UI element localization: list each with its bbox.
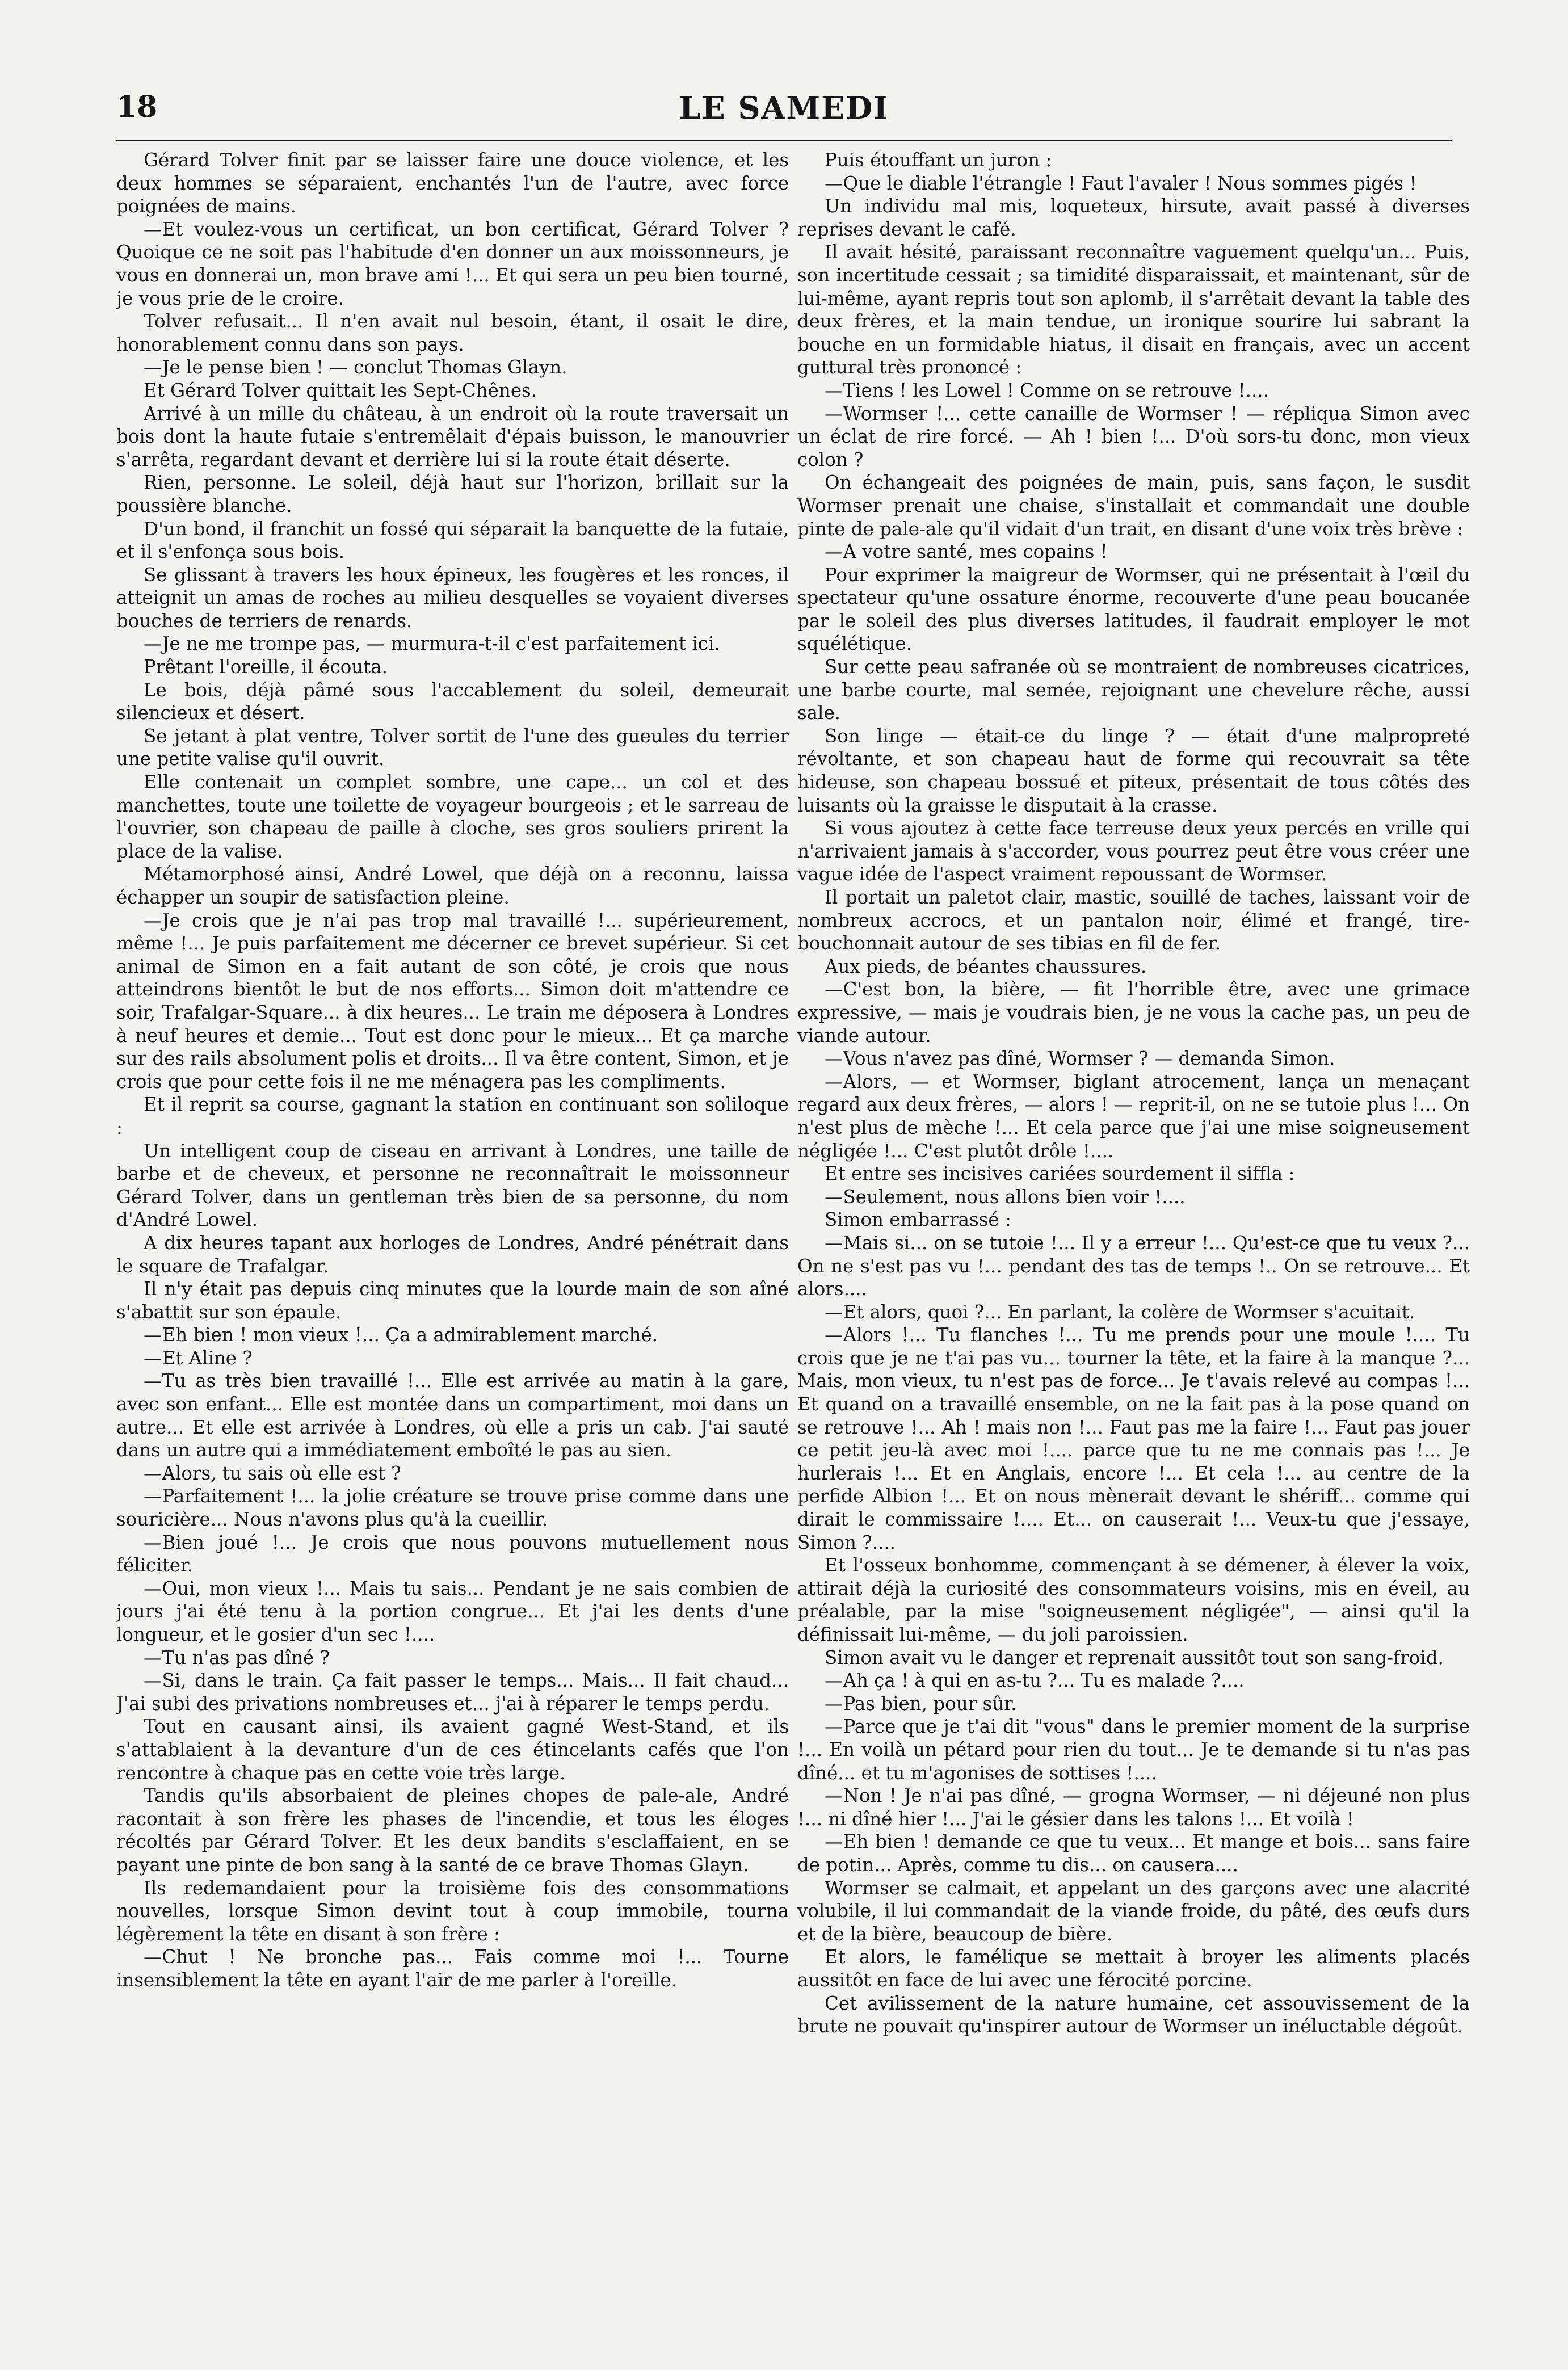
- paragraph: —Non ! Je n'ai pas dîné, — grogna Wormser, — ni déjeuné non plus !... ni dîné hier !... J'ai le gésier dans les talons !... Et voilà !: [797, 1785, 1470, 1830]
- paragraph: Pour exprimer la maigreur de Wormser, qui ne présentait à l'œil du spectateur qu'une ossature énorme, recouverte d'une peau boucanée par le soleil des plus diverses latitudes, il faudrait employer le mot squélétique.: [797, 564, 1470, 655]
- paragraph: —Et alors, quoi ?... En parlant, la colère de Wormser s'acuitait.: [825, 1301, 1415, 1323]
- paragraph: Wormser se calmait, et appelant un des garçons avec une alacrité volubile, il lui commandait de la viande froide, du pâté, des œufs durs et de la bière, beaucoup de bière.: [797, 1877, 1470, 1945]
- paragraph: D'un bond, il franchit un fossé qui séparait la banquette de la futaie, et il s'enfonça sous bois.: [116, 518, 789, 563]
- paragraph: Arrivé à un mille du château, à un endroit où la route traversait un bois dont la haute futaie s'entremêlait d'épais buisson, le manouvrier s'arrêta, regardant devant et derrière lui si la route était déserte.: [116, 402, 789, 470]
- paragraph: Tout en causant ainsi, ils avaient gagné West-Stand, et ils s'attablaient à la devanture d'un de ces étincelants cafés que l'on rencontre à chaque pas en cette voie très large.: [116, 1716, 789, 1784]
- paragraph: Puis étouffant un juron :: [825, 149, 1052, 171]
- paragraph: Sur cette peau safranée où se montraient de nombreuses cicatrices, une barbe courte, mal semée, rejoignant une chevelure rêche, aussi sale.: [797, 656, 1470, 724]
- paragraph: A dix heures tapant aux horloges de Londres, André pénétrait dans le square de Trafalgar.: [116, 1232, 789, 1277]
- paragraph: Simon embarrassé :: [825, 1209, 1011, 1231]
- paragraph: —Tu n'as pas dîné ?: [144, 1646, 330, 1669]
- page-header: [116, 90, 1452, 135]
- paragraph: —Parce que je t'ai dit "vous" dans le premier moment de la surprise !... En voilà un pétard pour rien du tout... Je te demande si tu n'as pas dîné... et tu m'agonises de sottises !....: [797, 1716, 1470, 1784]
- paragraph: Un individu mal mis, loqueteux, hirsute, avait passé à diverses reprises devant le café.: [797, 195, 1470, 240]
- paragraph: Se jetant à plat ventre, Tolver sortit de l'une des gueules du terrier une petite valise qu'il ouvrit.: [116, 725, 789, 770]
- paragraph: —Bien joué !... Je crois que nous pouvons mutuellement nous féliciter.: [116, 1531, 789, 1577]
- paragraph: —Tiens ! les Lowel ! Comme on se retrouve !....: [825, 379, 1269, 401]
- paragraph: —Eh bien ! demande ce que tu veux... Et mange et bois... sans faire de potin... Après, comme tu dis... on causera....: [797, 1831, 1470, 1876]
- paragraph: —Vous n'avez pas dîné, Wormser ? — demanda Simon.: [825, 1048, 1335, 1070]
- paragraph: —Chut ! Ne bronche pas... Fais comme moi !... Tourne insensiblement la tête en ayant l'air de me parler à l'oreille.: [116, 1946, 789, 1991]
- paragraph: —Et voulez-vous un certificat, un bon certificat, Gérard Tolver ? Quoique ce ne soit pas l'habitude d'en donner un aux moissonneurs, je vous en donnerai un, mon brave ami !... Et qui sera un peu bien tourné, je vous prie de le croire.: [116, 218, 789, 309]
- paragraph: Rien, personne. Le soleil, déjà haut sur l'horizon, brillait sur la poussière blanche.: [116, 472, 789, 516]
- paragraph: Gérard Tolver finit par se laisser faire une douce violence, et les deux hommes se séparaient, enchantés l'un de l'autre, avec force poignées de mains.: [116, 149, 789, 217]
- paragraph: —Mais si... on se tutoie !... Il y a erreur !... Qu'est-ce que tu veux ?... On ne s'est pas vu !... pendant des tas de temps !.. On se retrouve... Et alors....: [797, 1232, 1470, 1300]
- paragraph: —Alors, — et Wormser, biglant atrocement, lança un menaçant regard aux deux frères, — alors ! — reprit-il, on ne se tutoie plus !... On n'est plus de mèche !... Et cela parce que j'ai une mise soigneusement négligée !... C'est plutôt drôle !....: [797, 1070, 1470, 1162]
- paragraph: Et il reprit sa course, gagnant la station en continuant son soliloque :: [116, 1094, 789, 1138]
- paragraph: Si vous ajoutez à cette face terreuse deux yeux percés en vrille qui n'arrivaient jamais à s'accorder, vous pourrez peut être vous créer une vague idée de l'aspect vraiment repoussant de Wormser.: [797, 817, 1470, 885]
- paragraph: —Seulement, nous allons bien voir !....: [825, 1186, 1186, 1208]
- paragraph: —Que le diable l'étrangle ! Faut l'avaler ! Nous sommes pigés !: [825, 172, 1417, 194]
- paragraph: —Alors !... Tu flanches !... Tu me prends pour une moule !.... Tu crois que je ne t'ai pas vu... tourner la tête, et la faire à la manque ?... Mais, mon vieux, tu n'est pas de force... Je t'avais relevé au compas !... Et quand on a travaillé ensemble, on ne la fait pas à la pose quand on se retrouve !... Ah ! mais non !... Faut pas me la faire !... Faut pas jouer ce petit jeu-là avec moi !.... parce que tu ne me connais pas !... Je hurlerais !... Et en Anglais, encore !... Et cela !... au centre de la perfide Albion !... Et on nous mènerait devant le shériff... comme qui dirait le commissaire !.... Et... on causerait !... Veux-tu que j'essaye, Simon ?....: [797, 1324, 1470, 1553]
- paragraph: —Je le pense bien ! — conclut Thomas Glayn.: [144, 356, 567, 379]
- paragraph: Et entre ses incisives cariées sourdement il siffla :: [825, 1163, 1295, 1185]
- paragraph: Se glissant à travers les houx épineux, les fougères et les ronces, il atteignit un amas de roches au milieu desquelles se voyaient diverses bouches de terriers de renards.: [116, 564, 789, 632]
- paragraph: —A votre santé, mes copains !: [825, 541, 1108, 563]
- paragraph: Il n'y était pas depuis cinq minutes que la lourde main de son aîné s'abattit sur son épaule.: [116, 1278, 789, 1323]
- paragraph: Et alors, le famélique se mettait à broyer les aliments placés aussitôt en face de lui avec une férocité porcine.: [797, 1946, 1470, 1991]
- paragraph: Métamorphosé ainsi, André Lowel, que déjà on a reconnu, laissa échapper un soupir de satisfaction pleine.: [116, 863, 789, 908]
- paragraph: Son linge — était-ce du linge ? — était d'une malpropreté révoltante, et son chapeau haut de forme qui recouvrait sa tête hideuse, son chapeau bossué et piteux, présentait de tous côtés des luisants où la graisse le disputait à la crasse.: [797, 725, 1470, 816]
- paragraph: —Et Aline ?: [144, 1347, 253, 1369]
- paragraph: Le bois, déjà pâmé sous l'accablement du soleil, demeurait silencieux et désert.: [116, 679, 789, 724]
- header-rule: [116, 140, 1452, 141]
- paragraph: —Si, dans le train. Ça fait passer le temps... Mais... Il fait chaud... J'ai subi des privations nombreuses et... j'ai à réparer le temps perdu.: [116, 1670, 789, 1715]
- paragraph: Ils redemandaient pour la troisième fois des consommations nouvelles, lorsque Simon devint tout à coup immobile, tourna légèrement la tête en disant à son frère :: [116, 1877, 789, 1945]
- paragraph: Un intelligent coup de ciseau en arrivant à Londres, une taille de barbe et de cheveux, et personne ne reconnaîtrait le moissonneur Gérard Tolver, dans un gentleman très bien de sa personne, du nom d'André Lowel.: [116, 1140, 789, 1231]
- paragraph: —Eh bien ! mon vieux !... Ça a admirablement marché.: [144, 1324, 658, 1346]
- paragraph: —Tu as très bien travaillé !... Elle est arrivée au matin à la gare, avec son enfant... Elle est montée dans un compartiment, moi dans un autre... Et elle est arrivée à Londres, où elle a pris un cab. J'ai sauté dans un autre qui a immédiatement emboîté le pas au sien.: [116, 1370, 789, 1461]
- paragraph: —Parfaitement !... la jolie créature se trouve prise comme dans une souricière... Nous n'avons plus qu'à la cueillir.: [116, 1485, 789, 1531]
- paragraph: Tandis qu'ils absorbaient de pleines chopes de pale-ale, André racontait à son frère les phases de l'incendie, et tous les éloges récoltés par Gérard Tolver. Et les deux bandits s'esclaffaient, en se payant une pinte de bon sang à la santé de ce brave Thomas Glayn.: [116, 1785, 789, 1876]
- paragraph: —Ah ça ! à qui en as-tu ?... Tu es malade ?....: [825, 1670, 1245, 1692]
- paragraph: On échangeait des poignées de main, puis, sans façon, le susdit Wormser prenait une chaise, s'installait et commandait une double pinte de pale-ale qu'il vidait d'un trait, en disant d'une voix très brève :: [797, 472, 1470, 540]
- journal-title: LE SAMEDI: [679, 90, 889, 126]
- paragraph: Aux pieds, de béantes chaussures.: [825, 955, 1147, 977]
- paragraph: Elle contenait un complet sombre, une cape... un col et des manchettes, toute une toilette de voyageur bourgeois ; et le sarreau de l'ouvrier, son chapeau de paille à cloche, ses gros souliers prirent la place de la valise.: [116, 771, 789, 862]
- page-number: 18: [116, 90, 158, 124]
- paragraph: —Je ne me trompe pas, — murmura-t-il c'est parfaitement ici.: [144, 633, 720, 655]
- paragraph: Il portait un paletot clair, mastic, souillé de taches, laissant voir de nombreux accrocs, et un pantalon noir, élimé et frangé, tire-bouchonnait autour de ses tibias en fil de fer.: [797, 886, 1470, 955]
- paragraph: —Wormser !... cette canaille de Wormser ! — répliqua Simon avec un éclat de rire forcé. — Ah ! bien !... D'où sors-tu donc, mon vieux colon ?: [797, 402, 1470, 470]
- paragraph: Et Gérard Tolver quittait les Sept-Chênes.: [144, 379, 537, 401]
- left-text-column: [116, 149, 789, 2305]
- paragraph: Cet avilissement de la nature humaine, cet assouvissement de la brute ne pouvait qu'inspirer autour de Wormser un inéluctable dégoût.: [797, 1992, 1470, 2037]
- paragraph: Il avait hésité, paraissant reconnaître vaguement quelqu'un... Puis, son incertitude cessait ; sa timidité disparaissait, et maintenant, sûr de lui-même, ayant repris tout son aplomb, il s'arrêtait devant la table des deux frères, et la main tendue, un ironique sourire lui sabrant la bouche en un formidable hiatus, il disait en français, avec un accent guttural très prononcé :: [797, 241, 1470, 379]
- paragraph: Prêtant l'oreille, il écouta.: [144, 656, 388, 678]
- paragraph: —Alors, tu sais où elle est ?: [144, 1462, 401, 1484]
- paragraph: —C'est bon, la bière, — fit l'horrible être, avec une grimace expressive, — mais je voudrais bien, je ne vous la cache pas, un peu de viande autour.: [797, 978, 1470, 1047]
- right-text-column: [797, 149, 1470, 2305]
- paragraph: —Oui, mon vieux !... Mais tu sais... Pendant je ne sais combien de jours j'ai été tenu à la portion congrue... Et j'ai les dents d'une longueur, et le gosier d'un sec !....: [116, 1577, 789, 1645]
- paragraph: Et l'osseux bonhomme, commençant à se démener, à élever la voix, attirait déjà la curiosité des consommateurs voisins, mis en éveil, au préalable, par la mise "soigneusement négligée", — ainsi qu'il la définissait lui-même, — du joli paroissien.: [797, 1554, 1470, 1645]
- paragraph: —Je crois que je n'ai pas trop mal travaillé !... supérieurement, même !... Je puis parfaitement me décerner ce brevet supérieur. Si cet animal de Simon en a fait autant de son côté, je crois que nous atteindrons bientôt le but de nos efforts... Simon doit m'attendre ce soir, Trafalgar-Square... à dix heures... Le train me déposera à Londres à neuf heures et demie... Tout est donc pour le mieux... Et ça marche sur des rails absolument polis et droits... Il va être content, Simon, et je crois que pour cette fois il ne me ménagera pas les compliments.: [116, 909, 789, 1092]
- paragraph: Simon avait vu le danger et reprenait aussitôt tout son sang-froid.: [825, 1646, 1444, 1669]
- paragraph: Tolver refusait... Il n'en avait nul besoin, étant, il osait le dire, honorablement connu dans son pays.: [116, 310, 789, 355]
- paragraph: —Pas bien, pour sûr.: [825, 1692, 1017, 1715]
